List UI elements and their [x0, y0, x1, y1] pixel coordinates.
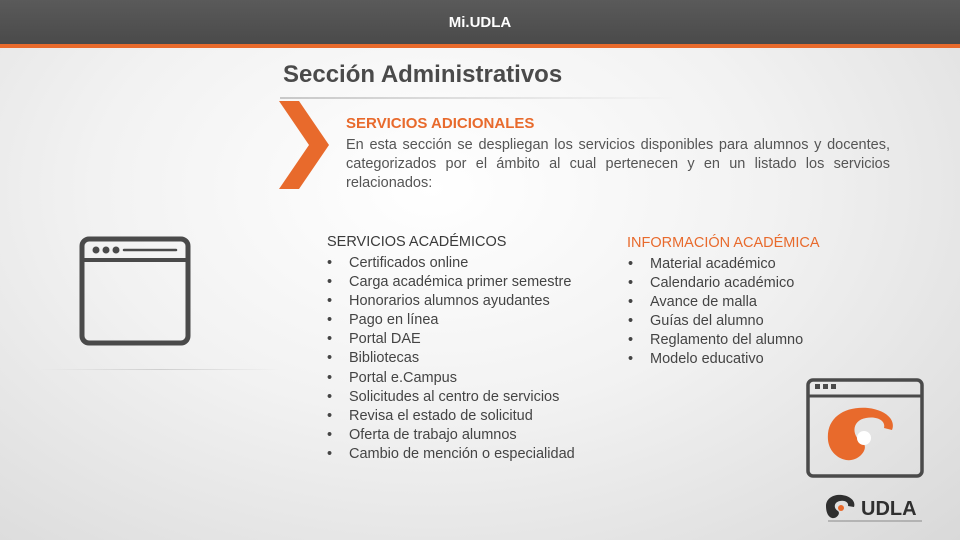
- decorative-divider: [40, 369, 280, 370]
- service-item[interactable]: • Portal DAE: [327, 330, 575, 349]
- intro-text: En esta sección se despliegan los servicios disponibles para alumnos y docentes, categorizados por el ámbito al cual pertenecen y en un listado los servicios relacionados:: [346, 137, 890, 191]
- chevron-right-icon: [275, 101, 331, 189]
- section-subtitle: SERVICIOS ADICIONALES: [346, 115, 535, 132]
- academic-services-list: [327, 254, 575, 464]
- service-item[interactable]: • Bibliotecas: [327, 349, 575, 368]
- academic-info-list: [628, 255, 803, 370]
- udla-logo: [824, 493, 926, 523]
- info-item[interactable]: • Reglamento del alumno: [628, 331, 803, 350]
- academic-services-heading: SERVICIOS ACADÉMICOS: [327, 234, 507, 250]
- info-item[interactable]: • Avance de malla: [628, 293, 803, 312]
- logo-wordmark: UDLA: [861, 498, 917, 520]
- service-item[interactable]: • Revisa el estado de solicitud: [327, 407, 575, 426]
- info-item[interactable]: • Modelo educativo: [628, 350, 803, 369]
- service-item[interactable]: • Honorarios alumnos ayudantes: [327, 292, 575, 311]
- info-item[interactable]: • Material académico: [628, 255, 803, 274]
- brand-name: Mi.UDLA: [448, 14, 512, 31]
- service-item[interactable]: • Oferta de trabajo alumnos: [327, 426, 575, 445]
- academic-info-heading: INFORMACIÓN ACADÉMICA: [627, 235, 820, 251]
- service-item[interactable]: • Cambio de mención o especialidad: [327, 445, 575, 464]
- udla-window-icon: [806, 378, 926, 480]
- service-item[interactable]: • Portal e.Campus: [327, 369, 575, 388]
- browser-window-icon: [79, 236, 191, 346]
- info-item[interactable]: • Guías del alumno: [628, 312, 803, 331]
- title-divider: [280, 97, 680, 99]
- top-bar-accent-line: [0, 44, 960, 48]
- service-item[interactable]: • Certificados online: [327, 254, 575, 273]
- service-item[interactable]: • Carga académica primer semestre: [327, 273, 575, 292]
- service-item[interactable]: • Pago en línea: [327, 311, 575, 330]
- page-title: Sección Administrativos: [283, 61, 563, 88]
- service-item[interactable]: • Solicitudes al centro de servicios: [327, 388, 575, 407]
- info-item[interactable]: • Calendario académico: [628, 274, 803, 293]
